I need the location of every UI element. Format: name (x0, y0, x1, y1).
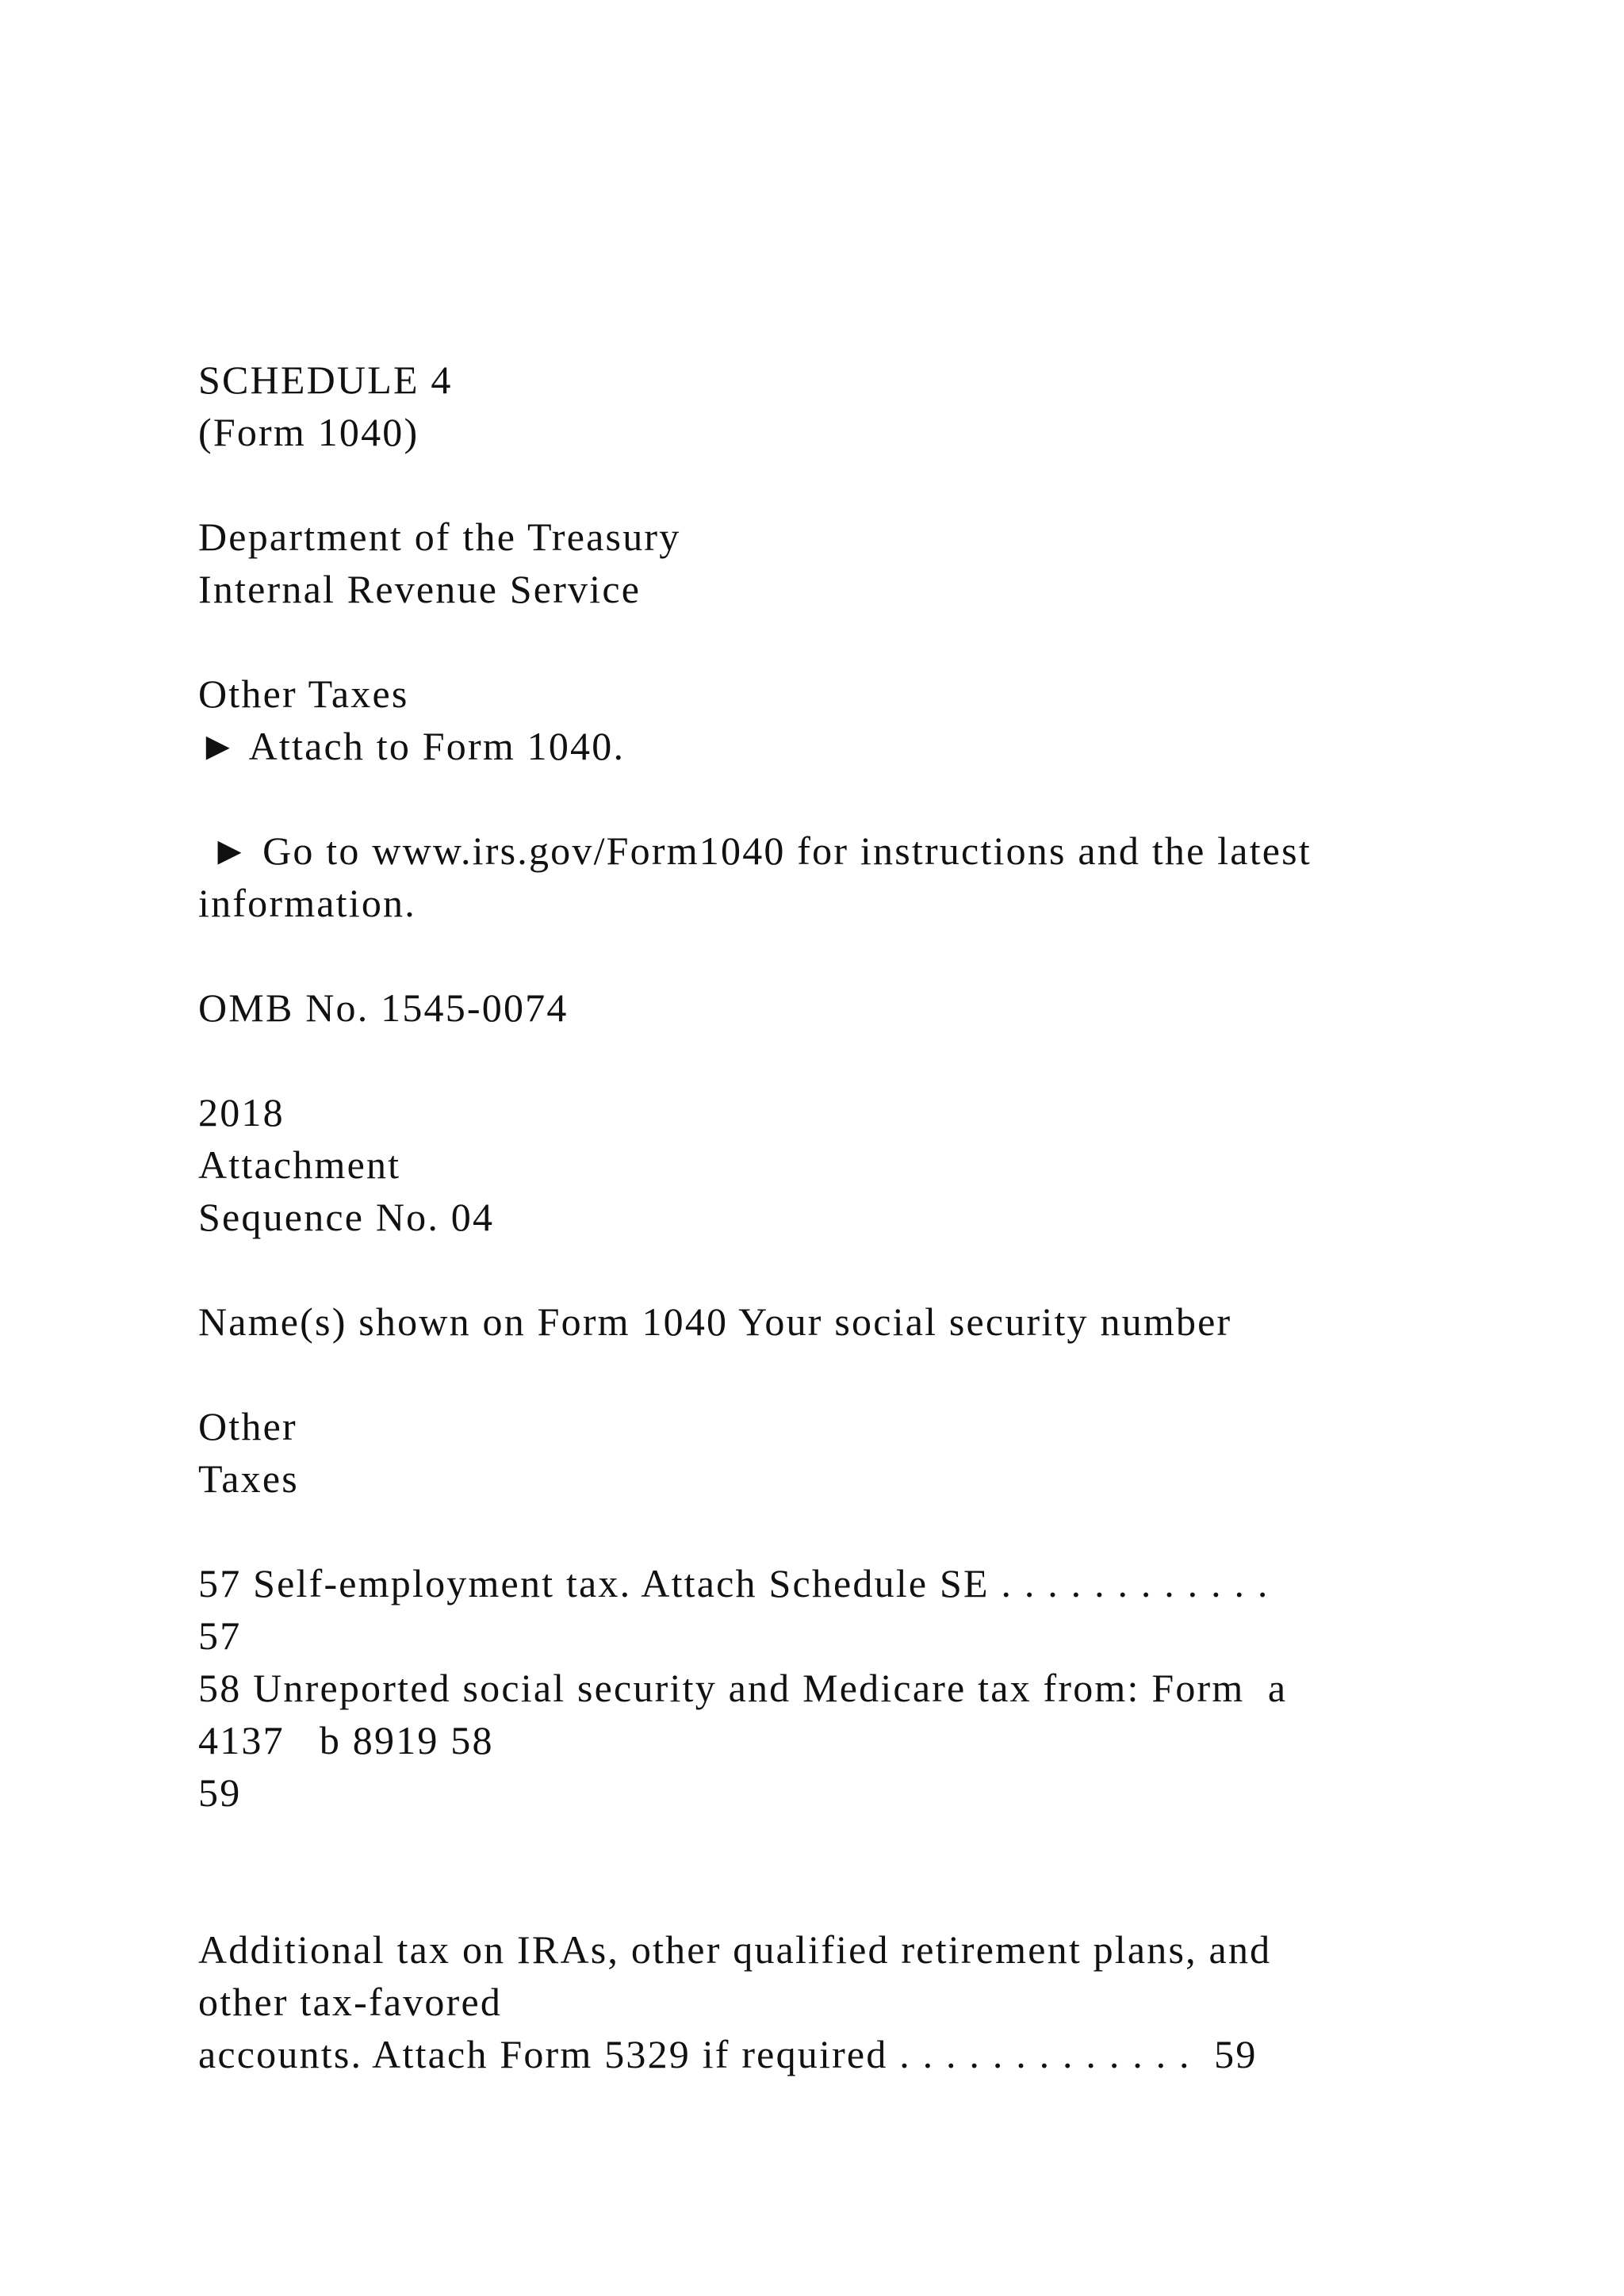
attachment-label: Attachment (198, 1142, 401, 1187)
schedule-title: SCHEDULE 4 (198, 358, 453, 402)
department-name: Department of the Treasury (198, 515, 681, 559)
instructions-line-1: ► Go to www.irs.gov/Form1040 for instructions and the latest (198, 828, 1312, 873)
tax-year: 2018 (198, 1090, 285, 1135)
line-59-description-3: accounts. Attach Form 5329 if required . . . . . . . . . . . . . 59 (198, 2032, 1258, 2076)
form-reference: (Form 1040) (198, 410, 419, 454)
line-59-description-2: other tax-favored (198, 1980, 503, 2024)
line-59-description-1: Additional tax on IRAs, other qualified retirement plans, and (198, 1927, 1272, 1972)
name-ssn-header: Name(s) shown on Form 1040 Your social security number (198, 1299, 1232, 1344)
instructions-line-2: information. (198, 881, 416, 925)
line-57-description: 57 Self-employment tax. Attach Schedule SE . . . . . . . . . . . . (198, 1561, 1270, 1605)
attach-note: ► Attach to Form 1040. (198, 724, 626, 768)
line-58-continuation: 4137 b 8919 58 (198, 1718, 494, 1762)
sequence-number: Sequence No. 04 (198, 1195, 495, 1239)
form-title: Other Taxes (198, 672, 409, 716)
section-label-other: Other (198, 1404, 297, 1448)
omb-number: OMB No. 1545-0074 (198, 985, 569, 1030)
agency-name: Internal Revenue Service (198, 567, 642, 611)
line-57-number: 57 (198, 1613, 242, 1658)
line-59-number: 59 (198, 1770, 242, 1815)
section-label-taxes: Taxes (198, 1456, 299, 1501)
line-58-description: 58 Unreported social security and Medicare tax from: Form a (198, 1666, 1288, 1710)
